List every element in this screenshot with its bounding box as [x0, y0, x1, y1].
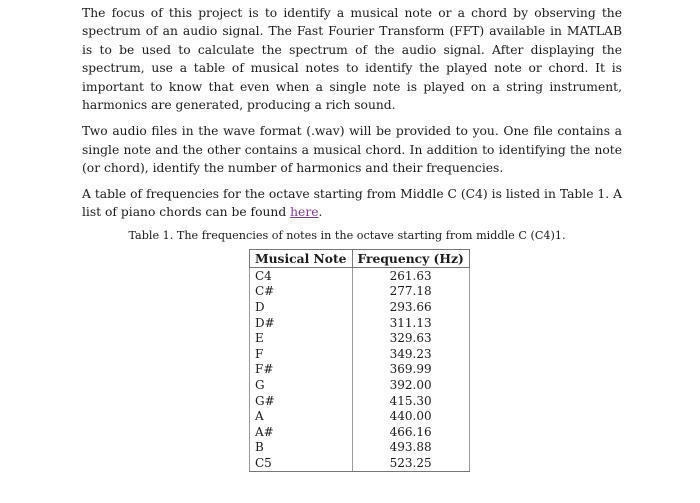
- note-cell: D: [250, 299, 353, 315]
- frequency-cell: 277.18: [352, 284, 469, 300]
- note-cell: C4: [250, 268, 353, 284]
- piano-chords-link[interactable]: here: [290, 205, 319, 220]
- note-cell: E: [250, 330, 353, 346]
- table-row: [250, 377, 470, 393]
- paragraph-table-reference: [82, 185, 622, 222]
- table-row: [250, 408, 470, 424]
- frequency-cell: 466.16: [352, 424, 469, 440]
- frequency-cell: 261.63: [352, 268, 469, 284]
- table-row: [250, 315, 470, 331]
- frequency-cell: 523.25: [352, 455, 469, 471]
- frequency-cell: 440.00: [352, 408, 469, 424]
- table-row: [250, 299, 470, 315]
- table-reference-text: A table of frequencies for the octave starting from Middle C (C4) is listed in Table 1. A list of piano chords can be found: [82, 186, 622, 220]
- frequency-cell: 293.66: [352, 299, 469, 315]
- table-row: [250, 424, 470, 440]
- table-row: [250, 393, 470, 409]
- paragraph-project-focus: The focus of this project is to identify a musical note or a chord by observing the spectrum of an audio signal. The Fast Fourier Transform (FFT) available in MATLAB is to be used to calculate the spectrum of the audio signal. After displaying the spectrum, use a table of musical notes to identify the played note or chord. It is important to know that even when a single note is played on a string instrument, harmonics are generated, producing a rich sound.: [82, 6, 622, 113]
- table-row: [250, 268, 470, 284]
- table-row: [250, 330, 470, 346]
- note-cell: G: [250, 377, 353, 393]
- table-row: [250, 455, 470, 471]
- frequency-cell: 329.63: [352, 330, 469, 346]
- note-cell: A#: [250, 424, 353, 440]
- note-cell: A: [250, 408, 353, 424]
- note-frequency-table: [249, 249, 470, 472]
- table-row: [250, 346, 470, 362]
- note-cell: D#: [250, 315, 353, 331]
- header-musical-note: Musical Note: [250, 250, 353, 268]
- note-cell: B: [250, 440, 353, 456]
- note-cell: G#: [250, 393, 353, 409]
- note-cell: F: [250, 346, 353, 362]
- frequency-cell: 415.30: [352, 393, 469, 409]
- frequency-cell: 493.88: [352, 440, 469, 456]
- frequency-cell: 392.00: [352, 377, 469, 393]
- document-body: [82, 4, 622, 250]
- table-caption: Table 1. The frequencies of notes in the octave starting from middle C (C4)1.: [128, 229, 566, 243]
- note-cell: F#: [250, 362, 353, 378]
- table-reference-end: .: [318, 205, 323, 220]
- header-frequency: Frequency (Hz): [352, 250, 469, 268]
- frequency-cell: 311.13: [352, 315, 469, 331]
- table-row: [250, 284, 470, 300]
- frequency-cell: 349.23: [352, 346, 469, 362]
- paragraph-audio-files: Two audio files in the wave format (.wav) will be provided to you. One file contains a single note and the other contains a musical chord. In addition to identifying the note (or chord), identify the number of harmonics and their frequencies.: [82, 124, 622, 176]
- table-row: [250, 440, 470, 456]
- table-row: [250, 362, 470, 378]
- note-cell: C#: [250, 284, 353, 300]
- frequency-cell: 369.99: [352, 362, 469, 378]
- table-header-row: [250, 250, 470, 268]
- note-cell: C5: [250, 455, 353, 471]
